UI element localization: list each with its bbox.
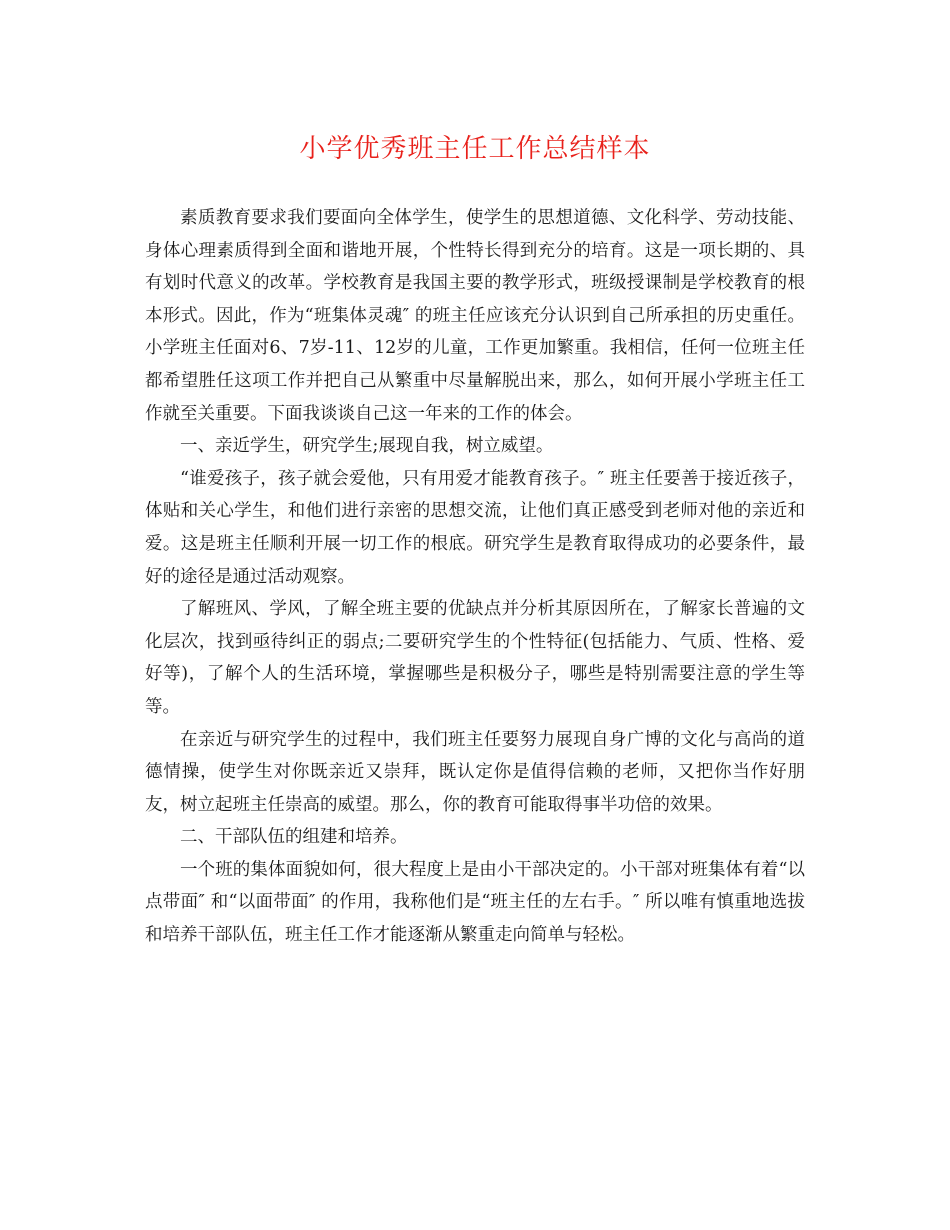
section-heading-1: 一、亲近学生，研究学生;展现自我，树立威望。 <box>180 436 554 457</box>
paragraph-understand-class: 了解班风、学风，了解全班主要的优缺点并分析其原因所在，了解家长普遍的文化层次，找到亟待纠正的弱点;二要研究学生的个性特征(包括能力、气质、性格、爱好等)，了解个人的生活环境，掌握哪些是积极分子，哪些是特别需要注意的学生等等。 <box>145 599 805 717</box>
document-body <box>145 202 805 952</box>
paragraph-class-cadres: 一个班的集体面貌如何，很大程度上是由小干部决定的。小干部对班集体有着“以点带面″ 和“以面带面″ 的作用，我称他们是“班主任的左右手。″ 所以唯有慎重地选拔和培养干部队伍，班主任工作才能逐渐从繁重走向简单与轻松。 <box>145 859 805 946</box>
paragraph-establish-prestige: 在亲近与研究学生的过程中，我们班主任要努力展现自身广博的文化与高尚的道德情操，使学生对你既亲近又崇拜，既认定你是值得信赖的老师，又把你当作好朋友，树立起班主任崇高的威望。那么，你的教育可能取得事半功倍的效果。 <box>145 729 805 815</box>
paragraph-intro: 素质教育要求我们要面向全体学生，使学生的思想道德、文化科学、劳动技能、身体心理素质得到全面和谐地开展，个性特长得到充分的培育。这是一项长期的、具有划时代意义的改革。学校教育是我国主要的教学形式，班级授课制是学校教育的根本形式。因此，作为“班集体灵魂″ 的班主任应该充分认识到自己所承担的历史重任。小学班主任面对6、7岁-11、12岁的儿童，工作更加繁重。我相信，任何一位班主任都希望胜任这项工作并把自己从繁重中尽量解脱出来，那么，如何开展小学班主任工作就至关重要。下面我谈谈自己这一年来的工作的体会。 <box>145 208 805 424</box>
paragraph-love-children: “谁爱孩子，孩子就会爱他，只有用爱才能教育孩子。″ 班主任要善于接近孩子，体贴和关心学生，和他们进行亲密的思想交流，让他们真正感受到老师对他的亲近和爱。这是班主任顺利开展一切工作的根底。研究学生是教育取得成功的必要条件，最好的途径是通过活动观察。 <box>145 468 805 587</box>
document-title: 小学优秀班主任工作总结样本 <box>299 134 651 164</box>
section-heading-2: 二、干部队伍的组建和培养。 <box>180 827 408 848</box>
